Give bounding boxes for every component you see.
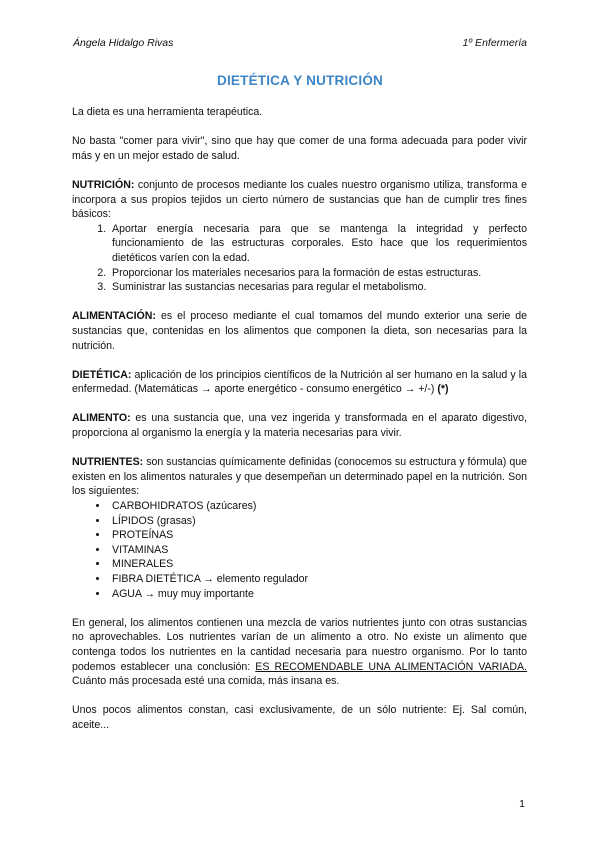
- list-item: • VITAMINAS: [109, 543, 527, 558]
- list-item: • AGUA → muy muy importante: [109, 587, 527, 602]
- header-author: Ángela Hidalgo Rivas: [73, 37, 174, 49]
- document-body: [72, 105, 527, 733]
- list-item: 3. Suministrar las sustancias necesarias para regular el metabolismo.: [109, 280, 527, 295]
- list-item: 2. Proporcionar los materiales necesarios para la formación de estas estructuras.: [109, 266, 527, 281]
- general-text: En general, los alimentos contienen una mezcla de varios nutrientes junto con otras sustancias no aprovechables. Los nutrientes varían de un alimento a otro. No existe un alimento que contenga todos los nutrientes en la cantidad necesaria para nuestro organismo. Por lo tanto podemos establecer una conclusión:: [72, 616, 527, 673]
- alimentacion-paragraph: [72, 309, 527, 353]
- nutricion-paragraph: [72, 178, 527, 222]
- nutrientes-list: [72, 499, 527, 601]
- alimentacion-term: ALIMENTACIÓN:: [72, 310, 156, 323]
- nutricion-term: NUTRICIÓN:: [72, 178, 135, 191]
- list-item: • MINERALES: [109, 557, 527, 572]
- list-item: • LÍPIDOS (grasas): [109, 514, 527, 529]
- nutrientes-paragraph: [72, 455, 527, 499]
- page-number: 1: [519, 798, 525, 810]
- list-item: • PROTEÍNAS: [109, 528, 527, 543]
- nutrientes-term: NUTRIENTES:: [72, 456, 144, 469]
- dietetica-paragraph: [72, 368, 527, 397]
- intro-paragraph: La dieta es una herramienta terapéutica.: [72, 106, 263, 118]
- nutricion-definition: conjunto de procesos mediante los cuales nuestro organismo utiliza, transforma e incorpora a sus propios tejidos un cierto número de sustancias que han de cumplir tres fines básicos:: [72, 178, 527, 221]
- paragraph-comer: No basta "comer para vivir", sino que hay que comer de una forma adecuada para poder vivir más y en un mejor estado de salud.: [72, 135, 527, 162]
- general-tail: Cuánto más procesada esté una comida, más insana es.: [72, 675, 340, 688]
- alimento-term: ALIMENTO:: [72, 412, 131, 425]
- dietetica-definition: aplicación de los principios científicos de la Nutrición al ser humano en la salud y la enfermedad. (Matemáticas → aporte energético - consumo energético → +/-): [72, 368, 527, 396]
- alimentacion-definition: es el proceso mediante el cual tomamos del mundo exterior una serie de sustancias que, contenidas en los alimentos que componen la dieta, son necesarias para la nutrición.: [72, 310, 527, 352]
- general-emphasis: ES RECOMENDABLE UNA ALIMENTACIÓN VARIADA.: [255, 660, 527, 673]
- page-title: DIETÉTICA Y NUTRICIÓN: [217, 73, 383, 88]
- dietetica-mark: (*): [437, 383, 449, 396]
- nutrientes-definition: son sustancias químicamente definidas (conocemos su estructura y fórmula) que existen en los alimentos naturales y que desempeñan un determinado papel en la nutrición. Son los siguientes:: [72, 456, 527, 498]
- list-item: 1. Aportar energía necesaria para que se mantenga la integridad y perfecto funcionamiento de las estructuras corporales. Esto hace que los requerimientos dietéticos varíen con la edad.: [109, 222, 527, 266]
- list-item: • FIBRA DIETÉTICA → elemento regulador: [109, 572, 527, 587]
- alimento-paragraph: [72, 411, 527, 440]
- alimento-definition: es una sustancia que, una vez ingerida y transformada en el aparato digestivo, proporciona al organismo la energía y la materia necesarias para vivir.: [72, 412, 527, 440]
- list-item: • CARBOHIDRATOS (azúcares): [109, 499, 527, 514]
- dietetica-term: DIETÉTICA:: [72, 368, 132, 381]
- nutricion-list: [72, 222, 527, 295]
- general-paragraph: [72, 616, 527, 689]
- final-paragraph: Unos pocos alimentos constan, casi exclusivamente, de un sólo nutriente: Ej. Sal común, aceite...: [72, 704, 527, 731]
- header-course: 1º Enfermería: [462, 37, 527, 49]
